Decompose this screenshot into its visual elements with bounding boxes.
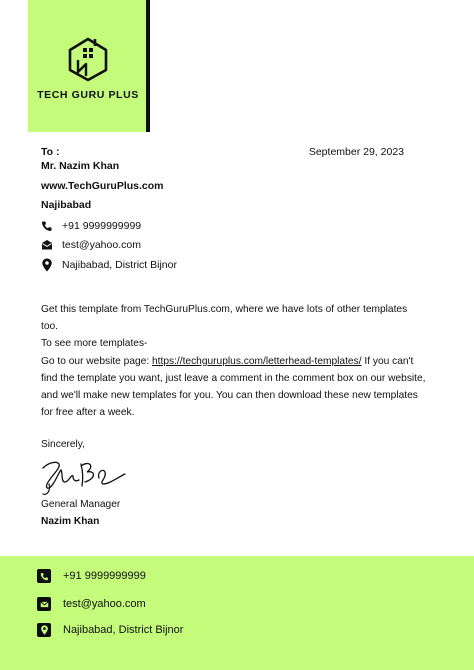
body-line-2: To see more templates- [41, 338, 148, 350]
closing-salutation: Sincerely, [41, 439, 85, 450]
body-paragraph [41, 353, 426, 422]
brand-name: TECH GURU PLUS [37, 89, 139, 101]
letter-date: September 29, 2023 [308, 146, 404, 158]
body-link-suffix: If you can't find the template you want, just leave a comment in the comment box on our website, and we'll make new templates for you. You can then download these new templates for free after a week. [41, 355, 426, 419]
footer-address: Najibabad, District Bijnor [63, 624, 184, 636]
handwritten-signature [37, 454, 129, 498]
footer-phone-row [37, 569, 146, 583]
envelope-icon [37, 597, 51, 611]
to-label: To : [41, 146, 60, 158]
contact-address: Najibabad, District Bijnor [62, 259, 177, 271]
signer-role: General Manager [41, 499, 121, 510]
phone-icon [41, 220, 53, 232]
envelope-icon [41, 239, 53, 251]
recipient-city: Najibabad [41, 199, 92, 211]
map-pin-icon [41, 259, 53, 271]
recipient-name: Mr. Nazim Khan [41, 160, 120, 172]
phone-icon [37, 569, 51, 583]
footer-email-row [37, 597, 146, 611]
house-logo-icon [66, 36, 110, 82]
letter-body [41, 301, 426, 421]
body-link-prefix: Go to our website page: [41, 355, 152, 367]
contact-email-row [41, 237, 141, 253]
letterhead-templates-link[interactable]: https://techguruplus.com/letterhead-templates/ [152, 355, 362, 367]
footer-phone: +91 9999999999 [63, 570, 146, 582]
contact-phone: +91 9999999999 [62, 220, 142, 232]
signer-name: Nazim Khan [41, 516, 100, 527]
footer [0, 556, 474, 670]
logo-divider-bar [146, 0, 150, 132]
contact-phone-row [41, 218, 141, 234]
map-pin-icon [37, 623, 51, 637]
footer-email: test@yahoo.com [63, 598, 146, 610]
recipient-website: www.TechGuruPlus.com [41, 180, 164, 192]
body-line-1: Get this template from TechGuruPlus.com, where we have lots of other templates too. [41, 304, 408, 333]
contact-email: test@yahoo.com [62, 239, 141, 251]
contact-address-row [41, 257, 177, 273]
footer-address-row [37, 623, 183, 637]
